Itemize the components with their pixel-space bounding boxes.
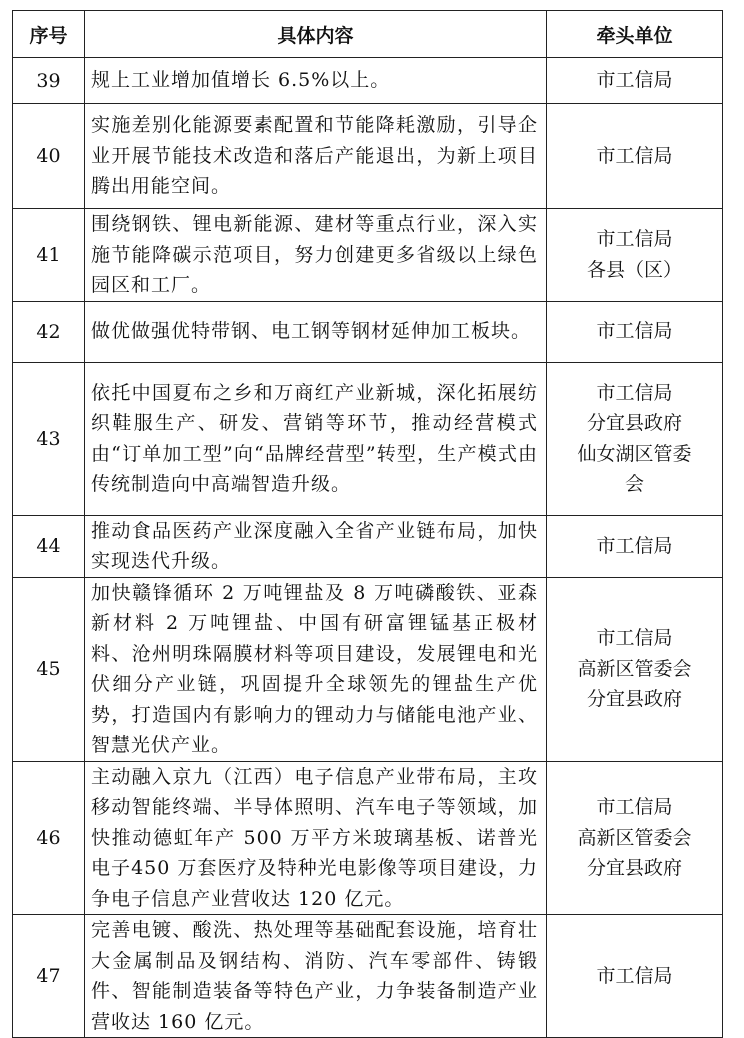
table-row [13, 58, 723, 104]
row-num: 47 [13, 915, 85, 1038]
header-unit: 牵头单位 [547, 11, 723, 58]
row-content: 做优做强优特带钢、电工钢等钢材延伸加工板块。 [85, 301, 547, 362]
header-content: 具体内容 [85, 11, 547, 58]
table-row [13, 515, 723, 577]
row-unit [547, 209, 723, 302]
row-content: 主动融入京九（江西）电子信息产业带布局，主攻移动智能终端、半导体照明、汽车电子等领域，加快推动德虹年产 500 万平方米玻璃基板、诺普光电子450 万套医疗及特种光电影像等项目建设，力争电子信息产业营收达 120 亿元。 [85, 761, 547, 915]
table-header-row [13, 11, 723, 58]
row-num: 44 [13, 515, 85, 577]
unit-line: 会 [624, 473, 644, 495]
row-num: 40 [13, 104, 85, 209]
unit-line: 高新区管委会 [577, 826, 692, 849]
row-unit [547, 104, 723, 209]
unit-line: 市工信局 [596, 964, 673, 987]
row-unit [547, 362, 723, 515]
table-row [13, 915, 723, 1038]
table-row [13, 577, 723, 761]
unit-line: 市工信局 [596, 228, 673, 251]
unit-line: 仙女湖区管委 [577, 442, 692, 465]
row-content: 实施差别化能源要素配置和节能降耗激励，引导企业开展节能技术改造和落后产能退出，为新上项目腾出用能空间。 [85, 104, 547, 209]
unit-line: 市工信局 [596, 320, 673, 343]
unit-line: 分宜县政府 [586, 857, 682, 879]
row-num: 45 [13, 577, 85, 761]
row-num: 42 [13, 301, 85, 362]
unit-line: 分宜县政府 [586, 688, 682, 711]
unit-line: 市工信局 [596, 144, 673, 167]
unit-line: 各县（区） [586, 258, 682, 281]
row-num: 43 [13, 362, 85, 515]
table-row [13, 104, 723, 209]
row-content: 围绕钢铁、锂电新能源、建材等重点行业，深入实施节能降碳示范项目，努力创建更多省级以上绿色园区和工厂。 [85, 209, 547, 302]
unit-line: 市工信局 [596, 796, 673, 818]
row-content: 完善电镀、酸洗、热处理等基础配套设施，培育壮大金属制品及钢结构、消防、汽车零部件、铸锻件、智能制造装备等特色产业，力争装备制造产业营收达 160 亿元。 [85, 915, 547, 1038]
row-content: 规上工业增加值增长 6.5%以上。 [85, 58, 547, 104]
unit-line: 高新区管委会 [577, 657, 692, 680]
unit-line: 市工信局 [596, 69, 673, 92]
row-num: 46 [13, 761, 85, 915]
table-row [13, 362, 723, 515]
row-unit [547, 577, 723, 761]
row-num: 41 [13, 209, 85, 302]
row-unit [547, 301, 723, 362]
header-num: 序号 [13, 11, 85, 58]
unit-line: 市工信局 [596, 381, 673, 404]
table-row [13, 209, 723, 302]
row-num: 39 [13, 58, 85, 104]
table-row [13, 761, 723, 915]
unit-line: 市工信局 [596, 534, 673, 557]
row-unit [547, 915, 723, 1038]
unit-line: 市工信局 [596, 627, 673, 650]
row-content: 依托中国夏布之乡和万商红产业新城，深化拓展纺织鞋服生产、研发、营销等环节，推动经营模式由“订单加工型”向“品牌经营型”转型，生产模式由传统制造向中高端智造升级。 [85, 362, 547, 515]
row-unit [547, 515, 723, 577]
row-content: 推动食品医药产业深度融入全省产业链布局，加快实现迭代升级。 [85, 515, 547, 577]
row-unit [547, 58, 723, 104]
row-content: 加快赣锋循环 2 万吨锂盐及 8 万吨磷酸铁、亚森新材料 2 万吨锂盐、中国有研富锂锰基正极材料、沧州明珠隔膜材料等项目建设，发展锂电和光伏细分产业链，巩固提升全球领先的锂盐生产优势，打造国内有影响力的锂动力与储能电池产业、智慧光伏产业。 [85, 577, 547, 761]
task-table [12, 10, 723, 1038]
row-unit [547, 761, 723, 915]
unit-line: 分宜县政府 [586, 412, 682, 434]
table-row [13, 301, 723, 362]
